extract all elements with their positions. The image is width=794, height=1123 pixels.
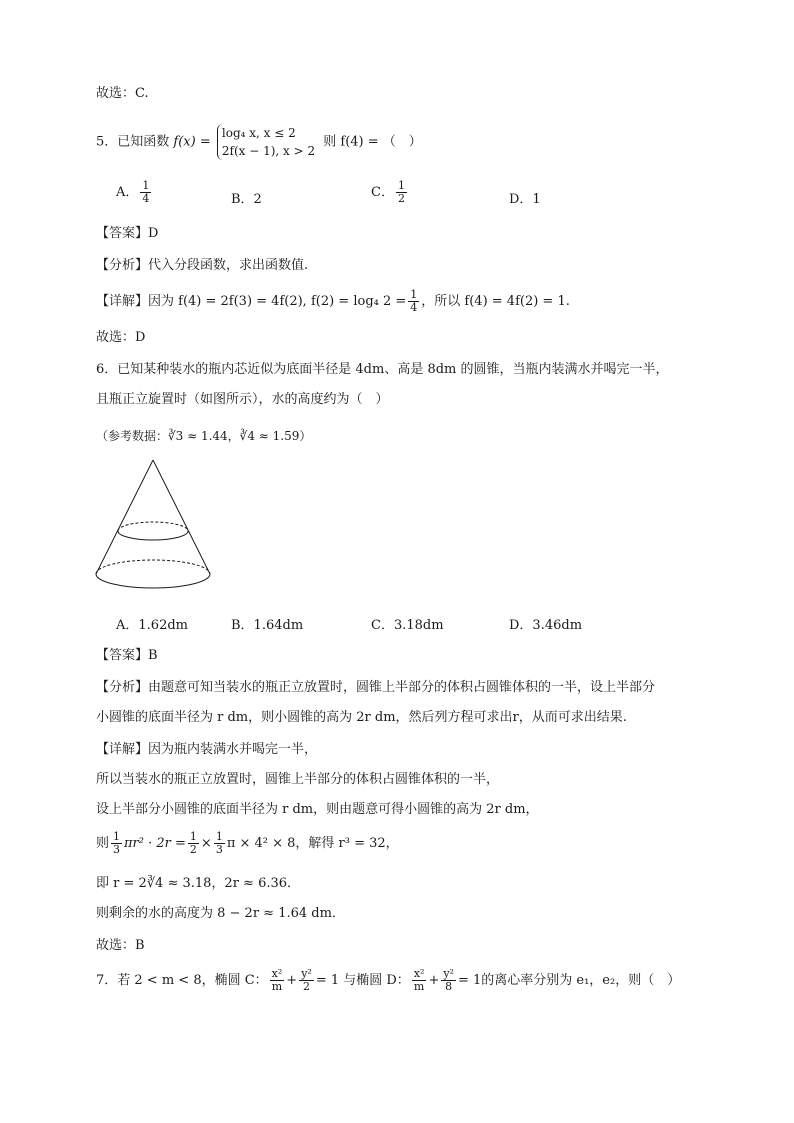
q6-detail-line-3: 设上半部分小圆锥的底面半径为 r dm，则由题意可得小圆锥的高为 2r dm， <box>96 802 539 817</box>
analysis-tag: 【分析】 <box>96 258 149 273</box>
answer-value: B <box>148 648 158 663</box>
cone-right-edge <box>153 460 210 574</box>
cone-figure <box>92 456 222 596</box>
equation-middle-2: π × 4² × 8，解得 r³ = 32， <box>226 836 399 851</box>
q5-conclusion: 故选：D <box>96 330 146 345</box>
equation-fraction-1 <box>111 831 122 856</box>
q5-answer <box>96 226 158 242</box>
q5-option-b: B．2 <box>231 192 262 207</box>
q6-answer <box>96 648 158 664</box>
fraction-denominator: 8 <box>445 980 453 993</box>
detail-text-a: 因为 f(4) = 2f(3) = 4f(2), f(2) = log₄ 2 = <box>148 294 407 309</box>
q6-stem-line-2: 且瓶正立旋置时（如图所示），水的高度约为（ ） <box>96 392 389 407</box>
answer-tag: 【答案】 <box>96 226 149 241</box>
fraction-numerator: 1 <box>189 830 197 843</box>
fraction-numerator: y² <box>443 967 454 980</box>
q7-ellipse-d-term-2 <box>441 968 456 993</box>
q6-analysis-line-1 <box>96 680 655 696</box>
detail-tag: 【详解】 <box>96 294 149 309</box>
q5-question: 则 f(4) = （ ） <box>323 134 422 150</box>
fraction-denominator: 3 <box>215 843 223 856</box>
cone-base-front <box>96 574 210 588</box>
fraction-denominator: 4 <box>142 192 150 205</box>
fraction-numerator: y² <box>301 967 312 980</box>
q5-case-2: 2f(x − 1), x > 2 <box>221 144 316 158</box>
fraction-denominator: m <box>413 980 425 993</box>
detail-text-b: ，所以 f(4) = 4f(2) = 1. <box>421 294 570 309</box>
q5-option-c-label: C． <box>371 185 394 200</box>
water-level-back <box>118 522 188 531</box>
water-level-front <box>118 531 188 540</box>
q7-ellipse-c-term-2 <box>299 968 314 993</box>
fraction-denominator: 4 <box>410 301 418 314</box>
q5-option-a-label: A． <box>116 185 139 200</box>
equation-prefix: 则 <box>96 836 110 851</box>
detail-tag: 【详解】 <box>96 742 149 757</box>
plus-sign: + <box>428 973 440 988</box>
fraction-numerator: 1 <box>113 830 121 843</box>
equation-fraction-3 <box>214 831 225 856</box>
q7-ellipse-c-term-1 <box>270 968 285 993</box>
q6-analysis-line-2: 小圆锥的底面半径为 r dm，则小圆锥的高为 2r dm，然后列方程可求出r，从而可求出结果. <box>96 710 627 725</box>
q6-option-b: B．1.64dm <box>231 618 304 633</box>
fraction-numerator: 1 <box>410 288 418 301</box>
answer-tag: 【答案】 <box>96 648 149 663</box>
q5-piecewise <box>217 124 315 160</box>
q5-option-a <box>116 180 153 205</box>
answer-value: D <box>148 226 159 241</box>
equation-middle-1: πr² · 2r = <box>124 836 186 851</box>
fraction-denominator: 2 <box>189 843 197 856</box>
fraction-numerator: 1 <box>142 179 150 192</box>
q4-conclusion: 故选：C. <box>96 86 149 101</box>
fraction-denominator: 2 <box>397 192 405 205</box>
analysis-text: 代入分段函数，求出函数值. <box>148 258 309 273</box>
plus-sign: + <box>286 973 298 988</box>
detail-fraction <box>408 289 419 314</box>
equation-times: × <box>200 836 212 851</box>
analysis-tag: 【分析】 <box>96 680 149 695</box>
q6-detail-line-2: 所以当装水的瓶正立放置时，圆锥上半部分的体积占圆锥体积的一半， <box>96 772 500 787</box>
q7-stem-end: = 1的离心率分别为 e₁，e₂，则（ ） <box>457 973 681 988</box>
q6-option-a: A．1.62dm <box>116 618 188 633</box>
q5-analysis <box>96 258 308 274</box>
analysis-text: 由题意可知当装水的瓶正立放置时，圆锥上半部分的体积占圆锥体积的一半，设上半部分 <box>148 680 656 695</box>
q5-option-d: D．1 <box>509 192 541 207</box>
q6-stem-line-1: 6．已知某种装水的瓶内芯近似为底面半径是 4dm、高是 8dm 的圆锥，当瓶内装满水并喝完一半， <box>96 362 669 377</box>
fraction-denominator: m <box>271 980 283 993</box>
q6-reference-data: （参考数据：∛3 ≈ 1.44，∛4 ≈ 1.59） <box>96 429 312 443</box>
cone-left-edge <box>96 460 153 574</box>
q5-stem <box>96 124 422 161</box>
fraction-numerator: x² <box>413 967 425 980</box>
q6-detail-line-1 <box>96 742 317 758</box>
q6-detail-line-5: 即 r = 2∛4 ≈ 3.18，2r ≈ 6.36． <box>96 876 301 891</box>
q6-conclusion: 故选：B <box>96 938 145 953</box>
q6-option-c: C．3.18dm <box>371 618 444 633</box>
fraction-numerator: x² <box>271 967 283 980</box>
fraction-numerator: 1 <box>397 179 405 192</box>
fraction-denominator: 2 <box>303 980 311 993</box>
detail-text: 因为瓶内装满水并喝完一半， <box>148 742 318 757</box>
q7-stem-middle: = 1 与椭圆 D： <box>315 973 410 988</box>
q7-stem-start: 7．若 2 < m < 8，椭圆 C： <box>96 973 268 988</box>
q7-stem <box>96 966 680 996</box>
q5-number: 5．已知函数 <box>96 134 170 150</box>
q6-detail-line-6: 则剩余的水的高度为 8 − 2r ≈ 1.64 dm． <box>96 906 345 921</box>
q5-option-c <box>371 180 409 205</box>
q7-ellipse-d-term-1 <box>412 968 427 993</box>
q6-detail-equation <box>96 830 399 858</box>
q5-case-1: log₄ x, x ≤ 2 <box>221 126 296 140</box>
q5-option-c-fraction <box>396 180 407 205</box>
q5-detail <box>96 288 570 316</box>
fraction-numerator: 1 <box>215 830 223 843</box>
equation-fraction-2 <box>188 831 199 856</box>
q5-function-name: f(x) = <box>173 134 211 150</box>
q6-option-d: D．3.46dm <box>509 618 583 633</box>
cone-base-back <box>96 560 210 574</box>
q5-option-a-fraction <box>140 180 151 205</box>
fraction-denominator: 3 <box>113 843 121 856</box>
